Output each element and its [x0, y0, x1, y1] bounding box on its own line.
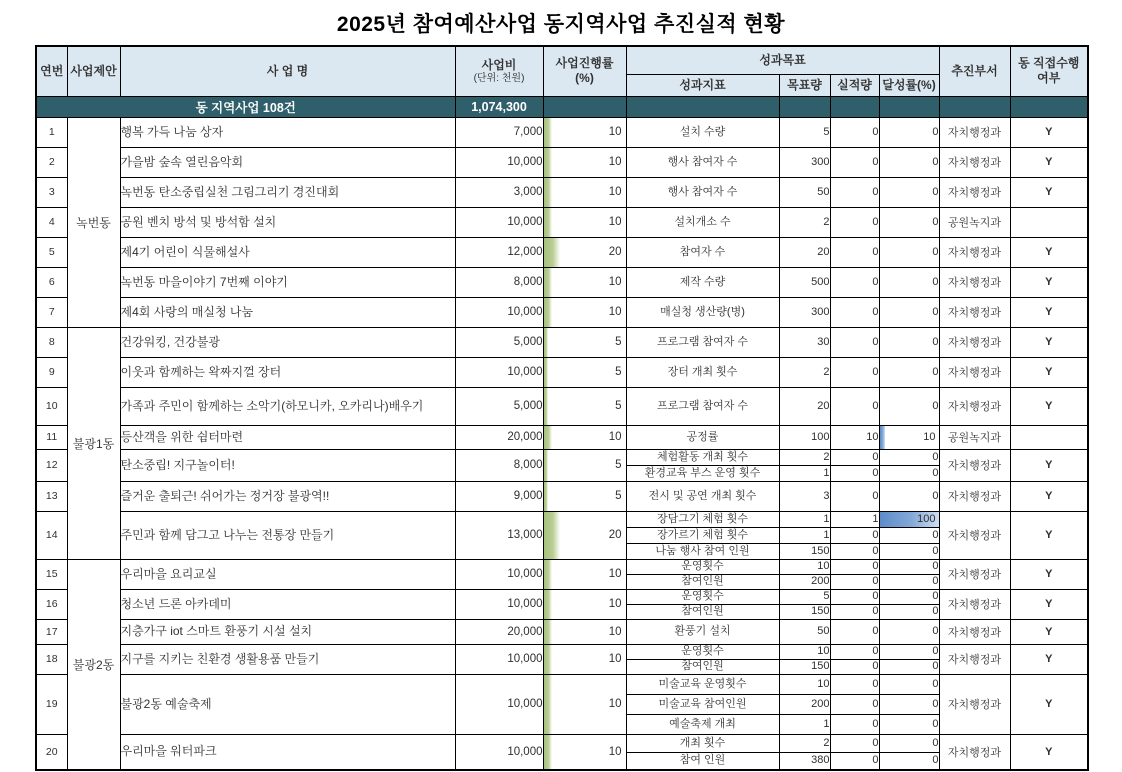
- row-no: 7: [36, 297, 67, 327]
- budget-cell: 5,000: [455, 387, 543, 425]
- rate-cell: 0: [879, 694, 939, 714]
- budget-cell: 10,000: [455, 297, 543, 327]
- col-header-no: 연번: [36, 46, 67, 96]
- indicator-cell: 설치개소 수: [626, 207, 779, 237]
- budget-cell: 7,000: [455, 117, 543, 147]
- table-row: [36, 511, 1088, 527]
- progress-cell: 10: [543, 297, 626, 327]
- project-name-cell: 탄소중립! 지구놀이터!: [120, 449, 455, 481]
- department-cell: 자치행정과: [939, 177, 1010, 207]
- direct-cell: Y: [1010, 327, 1088, 357]
- department-cell: 공원녹지과: [939, 207, 1010, 237]
- rate-cell: 0: [879, 659, 939, 674]
- department-cell: 자치행정과: [939, 267, 1010, 297]
- indicator-cell: 설치 수량: [626, 117, 779, 147]
- department-cell: 자치행정과: [939, 619, 1010, 644]
- progress-cell: 10: [543, 117, 626, 147]
- table-row: [36, 481, 1088, 511]
- department-cell: 공원녹지과: [939, 425, 1010, 449]
- table-row: [36, 619, 1088, 644]
- rate-cell: 0: [879, 752, 939, 770]
- summary-budget-total: 1,074,300: [455, 96, 543, 117]
- rate-cell: 0: [879, 147, 939, 177]
- rate-cell: 0: [879, 574, 939, 589]
- project-name-cell: 청소년 드론 아카데미: [120, 589, 455, 619]
- table-row: [36, 734, 1088, 752]
- progress-cell: 5: [543, 327, 626, 357]
- direct-cell: Y: [1010, 297, 1088, 327]
- budget-cell: 20,000: [455, 425, 543, 449]
- project-name-cell: 가족과 주민이 함께하는 소악기(하모니카, 오카리나)배우기: [120, 387, 455, 425]
- direct-cell: Y: [1010, 644, 1088, 674]
- target-cell: 200: [779, 694, 830, 714]
- progress-cell: 20: [543, 237, 626, 267]
- actual-cell: 0: [830, 589, 879, 604]
- rate-cell: 0: [879, 327, 939, 357]
- progress-cell: 10: [543, 644, 626, 674]
- target-cell: 1: [779, 465, 830, 481]
- direct-cell: Y: [1010, 357, 1088, 387]
- project-name-cell: 우리마을 요리교실: [120, 559, 455, 589]
- table-row: [36, 117, 1088, 147]
- indicator-cell: 참여자 수: [626, 237, 779, 267]
- row-no: 6: [36, 267, 67, 297]
- rate-cell: 0: [879, 357, 939, 387]
- budget-cell: 10,000: [455, 357, 543, 387]
- indicator-cell: 미술교육 운영횟수: [626, 674, 779, 694]
- actual-cell: 0: [830, 619, 879, 644]
- actual-cell: 0: [830, 659, 879, 674]
- indicator-cell: 행사 참여자 수: [626, 147, 779, 177]
- rate-cell: 100: [879, 511, 939, 527]
- indicator-cell: 매실청 생산량(병): [626, 297, 779, 327]
- rate-cell: 0: [879, 589, 939, 604]
- table-row: [36, 644, 1088, 659]
- indicator-cell: 참여인원: [626, 574, 779, 589]
- target-cell: 50: [779, 619, 830, 644]
- row-no: 15: [36, 559, 67, 589]
- table-row: [36, 357, 1088, 387]
- target-cell: 5: [779, 589, 830, 604]
- table-row: [36, 147, 1088, 177]
- actual-cell: 0: [830, 604, 879, 619]
- target-cell: 10: [779, 644, 830, 659]
- indicator-cell: 장담그기 체험 횟수: [626, 511, 779, 527]
- rate-cell: 0: [879, 644, 939, 659]
- actual-cell: 0: [830, 465, 879, 481]
- table-row: [36, 387, 1088, 425]
- budget-cell: 3,000: [455, 177, 543, 207]
- direct-cell: Y: [1010, 619, 1088, 644]
- rate-cell: 0: [879, 481, 939, 511]
- project-name-cell: 제4회 사랑의 매실청 나눔: [120, 297, 455, 327]
- actual-cell: 0: [830, 527, 879, 543]
- department-cell: 자치행정과: [939, 449, 1010, 481]
- direct-cell: Y: [1010, 481, 1088, 511]
- target-cell: 2: [779, 734, 830, 752]
- budget-cell: 8,000: [455, 267, 543, 297]
- summary-empty-cell: [626, 96, 779, 117]
- summary-empty-cell: [779, 96, 830, 117]
- progress-cell: 10: [543, 207, 626, 237]
- progress-cell: 10: [543, 559, 626, 589]
- actual-cell: 0: [830, 357, 879, 387]
- actual-cell: 0: [830, 297, 879, 327]
- department-cell: 자치행정과: [939, 674, 1010, 734]
- direct-cell: Y: [1010, 734, 1088, 770]
- indicator-cell: 참여인원: [626, 604, 779, 619]
- actual-cell: 0: [830, 752, 879, 770]
- budget-cell: 10,000: [455, 674, 543, 734]
- proposer-cell: 불광2동: [67, 559, 120, 770]
- table-row: [36, 425, 1088, 449]
- summary-empty-cell: [879, 96, 939, 117]
- row-no: 3: [36, 177, 67, 207]
- direct-cell: Y: [1010, 267, 1088, 297]
- department-cell: 자치행정과: [939, 237, 1010, 267]
- summary-label: 동 지역사업 108건: [36, 96, 455, 117]
- rate-cell: 0: [879, 117, 939, 147]
- department-cell: 자치행정과: [939, 644, 1010, 674]
- department-cell: 자치행정과: [939, 387, 1010, 425]
- target-cell: 1: [779, 511, 830, 527]
- col-header-indicator: 성과지표: [626, 74, 779, 96]
- row-no: 18: [36, 644, 67, 674]
- direct-cell: Y: [1010, 589, 1088, 619]
- col-header-target: 목표량: [779, 74, 830, 96]
- actual-cell: 0: [830, 177, 879, 207]
- budget-cell: 13,000: [455, 511, 543, 559]
- progress-cell: 10: [543, 734, 626, 770]
- col-header-goal-group: 성과목표: [626, 46, 939, 74]
- direct-cell: Y: [1010, 674, 1088, 734]
- table-row: [36, 449, 1088, 465]
- department-cell: 자치행정과: [939, 117, 1010, 147]
- indicator-cell: 프로그램 참여자 수: [626, 387, 779, 425]
- direct-cell: Y: [1010, 117, 1088, 147]
- target-cell: 1: [779, 527, 830, 543]
- actual-cell: 0: [830, 207, 879, 237]
- row-no: 13: [36, 481, 67, 511]
- row-no: 9: [36, 357, 67, 387]
- budget-cell: 10,000: [455, 644, 543, 674]
- project-name-cell: 행복 가득 나눔 상자: [120, 117, 455, 147]
- row-no: 20: [36, 734, 67, 770]
- indicator-cell: 장가르기 체험 횟수: [626, 527, 779, 543]
- col-header-department: 추진부서: [939, 46, 1010, 96]
- project-name-cell: 우리마을 워터파크: [120, 734, 455, 770]
- project-name-cell: 불광2동 예술축제: [120, 674, 455, 734]
- actual-cell: 0: [830, 694, 879, 714]
- target-cell: 150: [779, 659, 830, 674]
- target-cell: 30: [779, 327, 830, 357]
- progress-cell: 5: [543, 357, 626, 387]
- table-row: [36, 559, 1088, 574]
- actual-cell: 0: [830, 387, 879, 425]
- progress-cell: 20: [543, 511, 626, 559]
- indicator-cell: 제작 수량: [626, 267, 779, 297]
- report-table: [35, 45, 1089, 771]
- actual-cell: 0: [830, 267, 879, 297]
- indicator-cell: 운영횟수: [626, 559, 779, 574]
- target-cell: 150: [779, 543, 830, 559]
- budget-cell: 12,000: [455, 237, 543, 267]
- target-cell: 380: [779, 752, 830, 770]
- actual-cell: 0: [830, 674, 879, 694]
- department-cell: 자치행정과: [939, 481, 1010, 511]
- department-cell: 자치행정과: [939, 297, 1010, 327]
- target-cell: 10: [779, 559, 830, 574]
- actual-cell: 0: [830, 237, 879, 267]
- row-no: 19: [36, 674, 67, 734]
- direct-cell: Y: [1010, 559, 1088, 589]
- rate-cell: 0: [879, 559, 939, 574]
- direct-header-line1: 동 직접수행: [1018, 56, 1080, 71]
- rate-cell: 0: [879, 527, 939, 543]
- rate-cell: 0: [879, 207, 939, 237]
- summary-empty-cell: [543, 96, 626, 117]
- col-header-progress: [543, 46, 626, 96]
- rate-cell: 0: [879, 543, 939, 559]
- direct-cell: Y: [1010, 177, 1088, 207]
- progress-cell: 10: [543, 147, 626, 177]
- indicator-cell: 참여인원: [626, 659, 779, 674]
- target-cell: 300: [779, 297, 830, 327]
- project-name-cell: 이웃과 함께하는 왁짜지껄 장터: [120, 357, 455, 387]
- direct-cell: Y: [1010, 147, 1088, 177]
- department-cell: 자치행정과: [939, 559, 1010, 589]
- row-no: 11: [36, 425, 67, 449]
- row-no: 5: [36, 237, 67, 267]
- direct-header-line2: 여부: [1037, 71, 1061, 86]
- row-no: 8: [36, 327, 67, 357]
- budget-cell: 10,000: [455, 589, 543, 619]
- progress-cell: 10: [543, 674, 626, 734]
- rate-cell: 10: [879, 425, 939, 449]
- budget-cell: 10,000: [455, 147, 543, 177]
- col-header-budget: [455, 46, 543, 96]
- rate-cell: 0: [879, 387, 939, 425]
- col-header-direct: [1010, 46, 1088, 96]
- progress-cell: 10: [543, 425, 626, 449]
- target-cell: 500: [779, 267, 830, 297]
- progress-cell: 5: [543, 449, 626, 481]
- target-cell: 20: [779, 237, 830, 267]
- table-row: [36, 327, 1088, 357]
- progress-header-line1: 사업진행률: [555, 56, 614, 71]
- target-cell: 2: [779, 207, 830, 237]
- col-header-project-name: 사 업 명: [120, 46, 455, 96]
- target-cell: 2: [779, 357, 830, 387]
- page-title: 2025년 참여예산사업 동지역사업 추진실적 현황: [336, 13, 786, 36]
- indicator-cell: 프로그램 참여자 수: [626, 327, 779, 357]
- indicator-cell: 장터 개최 횟수: [626, 357, 779, 387]
- actual-cell: 0: [830, 327, 879, 357]
- actual-cell: 0: [830, 574, 879, 589]
- table-row: [36, 207, 1088, 237]
- rate-cell: 0: [879, 619, 939, 644]
- rate-cell: 0: [879, 465, 939, 481]
- actual-cell: 0: [830, 734, 879, 752]
- project-name-cell: 녹번동 탄소중립실천 그림그리기 경진대회: [120, 177, 455, 207]
- actual-cell: 0: [830, 714, 879, 734]
- rate-cell: 0: [879, 297, 939, 327]
- department-cell: 자치행정과: [939, 327, 1010, 357]
- progress-cell: 10: [543, 177, 626, 207]
- row-no: 10: [36, 387, 67, 425]
- project-name-cell: 지구를 지키는 친환경 생활용품 만들기: [120, 644, 455, 674]
- budget-cell: 20,000: [455, 619, 543, 644]
- progress-cell: 10: [543, 267, 626, 297]
- project-name-cell: 주민과 함께 담그고 나누는 전통장 만들기: [120, 511, 455, 559]
- indicator-cell: 참여 인원: [626, 752, 779, 770]
- actual-cell: 1: [830, 511, 879, 527]
- direct-cell: [1010, 425, 1088, 449]
- table-row: [36, 267, 1088, 297]
- progress-cell: 10: [543, 589, 626, 619]
- indicator-cell: 행사 참여자 수: [626, 177, 779, 207]
- row-no: 17: [36, 619, 67, 644]
- indicator-cell: 나눔 행사 참여 인원: [626, 543, 779, 559]
- rate-cell: 0: [879, 734, 939, 752]
- budget-cell: 10,000: [455, 734, 543, 770]
- project-name-cell: 등산객을 위한 쉼터마련: [120, 425, 455, 449]
- rate-cell: 0: [879, 177, 939, 207]
- indicator-cell: 미술교육 참여인원: [626, 694, 779, 714]
- budget-header-label: 사업비: [481, 58, 517, 73]
- rate-cell: 0: [879, 237, 939, 267]
- actual-cell: 0: [830, 543, 879, 559]
- department-cell: 자치행정과: [939, 734, 1010, 770]
- budget-cell: 9,000: [455, 481, 543, 511]
- table-row: [36, 589, 1088, 604]
- rate-cell: 0: [879, 604, 939, 619]
- project-name-cell: 건강워킹, 건강불광: [120, 327, 455, 357]
- row-no: 4: [36, 207, 67, 237]
- indicator-cell: 개최 횟수: [626, 734, 779, 752]
- actual-cell: 0: [830, 147, 879, 177]
- table-row: [36, 177, 1088, 207]
- target-cell: 10: [779, 674, 830, 694]
- project-name-cell: 공원 벤치 방석 및 방석함 설치: [120, 207, 455, 237]
- direct-cell: Y: [1010, 449, 1088, 481]
- project-name-cell: 지층가구 iot 스마트 환풍기 시설 설치: [120, 619, 455, 644]
- direct-cell: Y: [1010, 237, 1088, 267]
- report-page: [0, 8, 1122, 771]
- budget-cell: 5,000: [455, 327, 543, 357]
- actual-cell: 0: [830, 481, 879, 511]
- budget-cell: 8,000: [455, 449, 543, 481]
- indicator-cell: 환경교육 부스 운영 횟수: [626, 465, 779, 481]
- direct-cell: [1010, 207, 1088, 237]
- actual-cell: 0: [830, 117, 879, 147]
- progress-header-line2: (%): [575, 71, 594, 86]
- summary-empty-cell: [939, 96, 1010, 117]
- col-header-actual: 실적량: [830, 74, 879, 96]
- department-cell: 자치행정과: [939, 511, 1010, 559]
- department-cell: 자치행정과: [939, 589, 1010, 619]
- row-no: 1: [36, 117, 67, 147]
- indicator-cell: 체험활동 개최 횟수: [626, 449, 779, 465]
- project-name-cell: 가을밤 숲속 열린음악회: [120, 147, 455, 177]
- rate-cell: 0: [879, 714, 939, 734]
- table-row: [36, 297, 1088, 327]
- table-row: [36, 674, 1088, 694]
- actual-cell: 0: [830, 644, 879, 659]
- department-cell: 자치행정과: [939, 357, 1010, 387]
- target-cell: 150: [779, 604, 830, 619]
- budget-cell: 10,000: [455, 559, 543, 589]
- rate-cell: 0: [879, 449, 939, 465]
- target-cell: 3: [779, 481, 830, 511]
- col-header-rate: 달성률(%): [879, 74, 939, 96]
- proposer-cell: 불광1동: [67, 327, 120, 559]
- direct-cell: Y: [1010, 511, 1088, 559]
- proposer-cell: 녹번동: [67, 117, 120, 327]
- target-cell: 20: [779, 387, 830, 425]
- direct-cell: Y: [1010, 387, 1088, 425]
- table-row: [36, 237, 1088, 267]
- row-no: 14: [36, 511, 67, 559]
- target-cell: 50: [779, 177, 830, 207]
- project-name-cell: 제4기 어린이 식물해설사: [120, 237, 455, 267]
- indicator-cell: 운영횟수: [626, 644, 779, 659]
- actual-cell: 10: [830, 425, 879, 449]
- summary-empty-cell: [830, 96, 879, 117]
- project-name-cell: 녹번동 마을이야기 7번째 이야기: [120, 267, 455, 297]
- project-name-cell: 즐거운 출퇴근! 쉬어가는 정거장 불광역!!: [120, 481, 455, 511]
- indicator-cell: 운영횟수: [626, 589, 779, 604]
- actual-cell: 0: [830, 449, 879, 465]
- target-cell: 1: [779, 714, 830, 734]
- progress-cell: 5: [543, 481, 626, 511]
- rate-cell: 0: [879, 674, 939, 694]
- budget-header-unit: (단위: 천원): [473, 73, 525, 85]
- indicator-cell: 전시 및 공연 개최 횟수: [626, 481, 779, 511]
- target-cell: 2: [779, 449, 830, 465]
- target-cell: 200: [779, 574, 830, 589]
- actual-cell: 0: [830, 559, 879, 574]
- rate-cell: 0: [879, 267, 939, 297]
- indicator-cell: 공정률: [626, 425, 779, 449]
- target-cell: 5: [779, 117, 830, 147]
- target-cell: 300: [779, 147, 830, 177]
- indicator-cell: 환풍기 설치: [626, 619, 779, 644]
- progress-cell: 10: [543, 619, 626, 644]
- summary-empty-cell: [1010, 96, 1088, 117]
- row-no: 2: [36, 147, 67, 177]
- row-no: 16: [36, 589, 67, 619]
- budget-cell: 10,000: [455, 207, 543, 237]
- progress-cell: 5: [543, 387, 626, 425]
- target-cell: 100: [779, 425, 830, 449]
- indicator-cell: 예술축제 개최: [626, 714, 779, 734]
- department-cell: 자치행정과: [939, 147, 1010, 177]
- col-header-proposer: 사업제안: [67, 46, 120, 96]
- row-no: 12: [36, 449, 67, 481]
